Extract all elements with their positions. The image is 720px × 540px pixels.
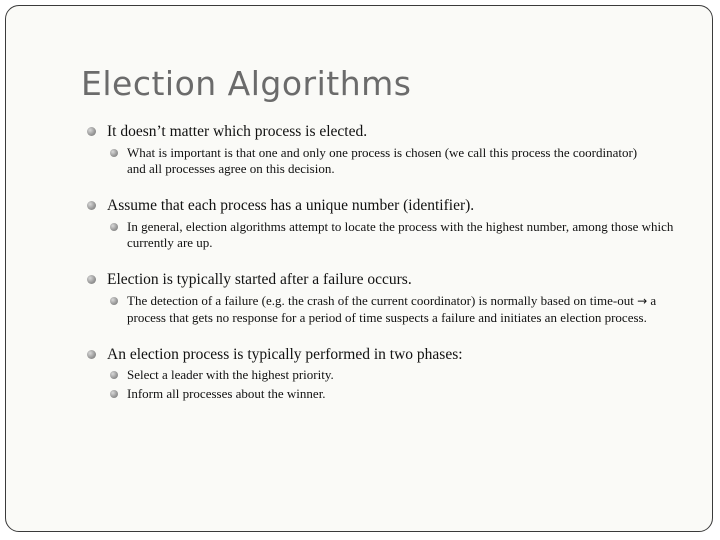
sub-bullet-text: Inform all processes about the winner. — [127, 385, 326, 401]
bullet-icon — [87, 350, 96, 359]
bullet-text: It doesn’t matter which process is elected. — [107, 123, 368, 140]
bullet-text: An election process is typically performed in two phases: — [107, 346, 463, 363]
bullet-icon — [110, 297, 118, 305]
bullet-icon — [87, 275, 96, 284]
sub-bullet-text-before: The detection of a failure (e.g. the crash of the current coordinator) is normally based on time-out — [127, 293, 634, 308]
bullet-list — [86, 122, 686, 401]
right-arrow-icon: → — [637, 294, 648, 308]
bullet-icon — [110, 371, 118, 379]
sub-bullet-item — [86, 367, 686, 383]
sub-bullet-item — [86, 293, 686, 325]
sub-bullet-item — [86, 145, 686, 176]
sub-bullet-item — [86, 219, 686, 250]
bullet-item — [86, 345, 686, 364]
bullet-item — [86, 196, 686, 215]
sub-bullet-text: What is important is that one and only one process is chosen (we call this process the coordinator) and all processes agree on this decision. — [127, 145, 638, 176]
bullet-item — [86, 270, 686, 289]
bullet-icon — [87, 127, 96, 136]
bullet-text: Election is typically started after a failure occurs. — [107, 271, 412, 288]
slide-title: Election Algorithms — [81, 64, 412, 103]
bullet-text: Assume that each process has a unique number (identifier). — [107, 197, 475, 214]
bullet-icon — [110, 390, 118, 398]
sub-bullet-text: Select a leader with the highest priority. — [127, 367, 334, 382]
sub-bullet-item — [86, 386, 686, 402]
slide — [5, 5, 713, 532]
bullet-icon — [110, 223, 118, 231]
bullet-item — [86, 122, 686, 141]
sub-bullet-text: In general, election algorithms attempt to locate the process with the highest number, among those which currently are up. — [127, 219, 674, 250]
bullet-icon — [110, 149, 118, 157]
bullet-icon — [87, 201, 96, 210]
sub-bullet-text-after: a process that gets no response for a period of time suspects a failure and initiates an election process. — [127, 293, 657, 325]
